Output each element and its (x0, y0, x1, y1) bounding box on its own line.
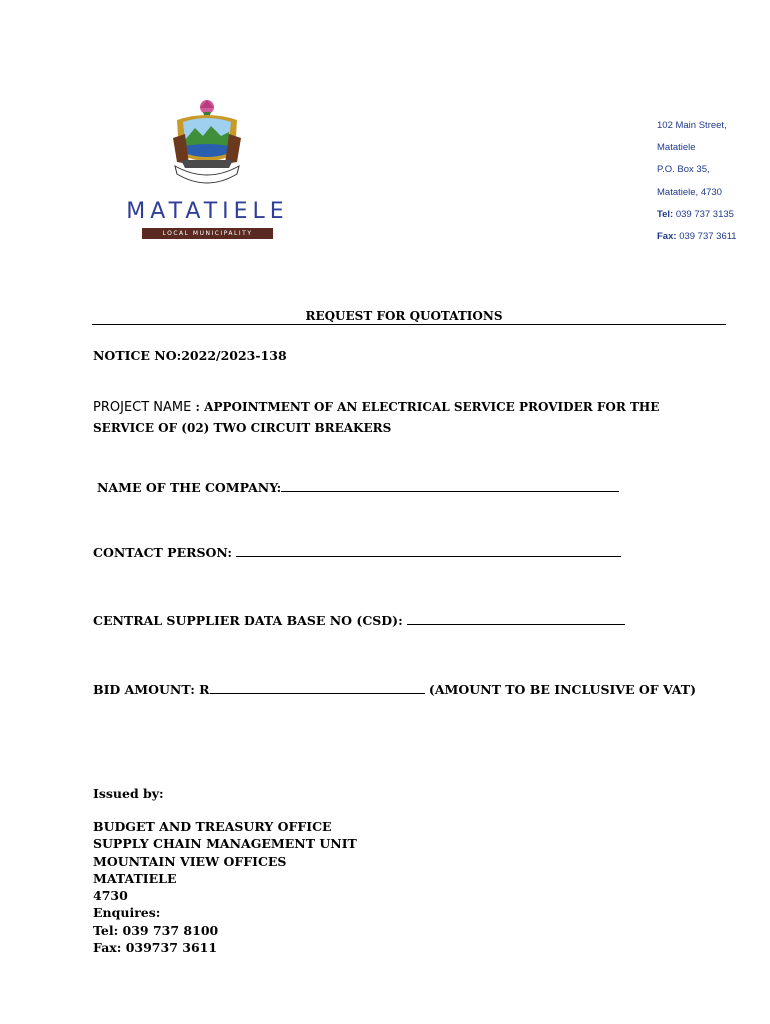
issuer-line: BUDGET AND TREASURY OFFICE (93, 819, 332, 834)
tel-label: Tel: (657, 208, 674, 220)
fax-label: Fax: (657, 230, 677, 242)
issuer-line: Enquires: (93, 905, 161, 921)
contact-label: CONTACT PERSON: (93, 545, 237, 560)
company-field (97, 480, 619, 495)
bid-input-line[interactable] (210, 682, 425, 694)
tel-line (657, 209, 737, 231)
fax-line (657, 231, 737, 253)
project-value: : APPOINTMENT OF AN ELECTRICAL SERVICE PROVIDER FOR THE SERVICE OF (02) TWO CIRCUIT BREAKERS (93, 400, 660, 435)
tel-number: 039 737 3135 (675, 208, 734, 220)
logo-wordmark: MATATIELE (126, 199, 289, 224)
bid-label: BID AMOUNT: R (93, 682, 210, 697)
contact-input-line[interactable] (236, 545, 621, 557)
csd-input-line[interactable] (407, 613, 625, 625)
contact-field (93, 545, 621, 560)
crest-icon (167, 98, 247, 190)
issuer-block (93, 818, 357, 956)
document-title-row (92, 309, 726, 325)
bid-field (93, 682, 696, 697)
issued-by-heading: Issued by: (93, 786, 164, 801)
bid-note: (AMOUNT TO BE INCLUSIVE OF VAT) (424, 682, 696, 697)
fax-number: 039 737 3611 (679, 230, 737, 242)
company-label: NAME OF THE COMPANY: (97, 480, 282, 495)
issuer-line: MOUNTAIN VIEW OFFICES (93, 853, 287, 869)
csd-field (93, 613, 625, 628)
address-line: Matatiele, 4730 (657, 186, 722, 198)
municipality-logo (105, 98, 310, 248)
csd-label: CENTRAL SUPPLIER DATA BASE NO (CSD): (93, 613, 408, 628)
company-input-line[interactable] (281, 480, 619, 492)
issuer-line: SUPPLY CHAIN MANAGEMENT UNIT (93, 836, 357, 852)
issuer-line: Tel: 039 737 8100 (93, 922, 219, 938)
address-line: 102 Main Street, (657, 120, 727, 131)
notice-number: NOTICE NO:2022/2023-138 (93, 348, 287, 363)
address-block (657, 120, 737, 253)
logo-subtitle: LOCAL MUNICIPALITY (142, 228, 273, 239)
issuer-line: MATATIELE (93, 870, 177, 886)
document-title: REQUEST FOR QUOTATIONS (305, 309, 503, 323)
issuer-line: 4730 (93, 888, 128, 904)
project-name (93, 397, 713, 438)
project-label: PROJECT NAME (93, 400, 192, 415)
address-line: P.O. Box 35, (657, 164, 710, 176)
issuer-line: Fax: 039737 3611 (93, 940, 218, 956)
address-line: Matatiele (657, 142, 696, 154)
